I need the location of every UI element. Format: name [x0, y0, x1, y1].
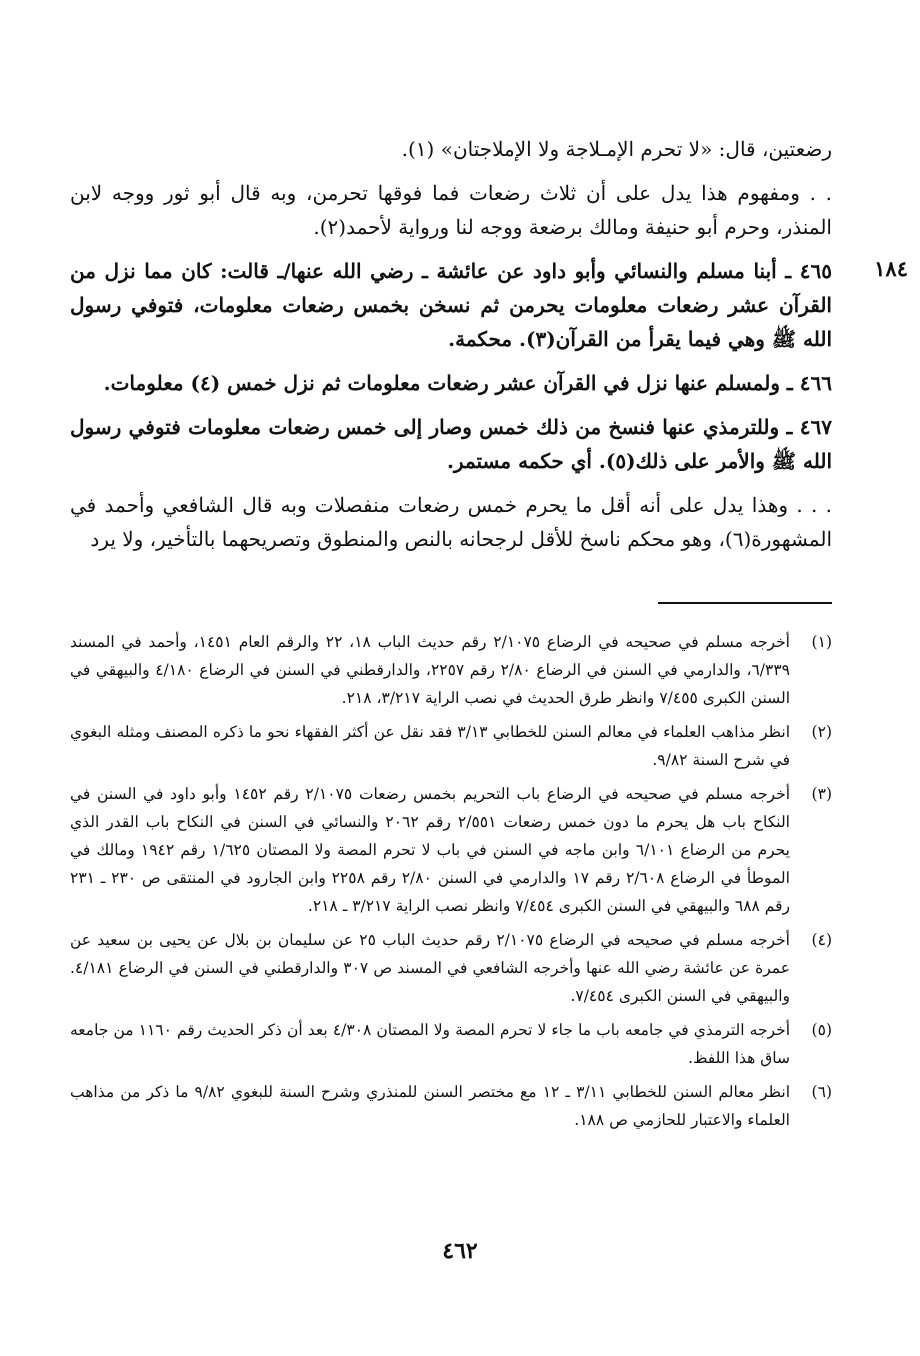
paragraph: . . . وهذا يدل على أنه أقل ما يحرم خمس رضعات منفصلات وبه قال الشافعي وأحمد في المشهورة(٦)، وهو محكم ناسخ للأقل لرجحانه بالنص والمنطوق وتصريحهما بالتأخير، ولا يرد [70, 493, 832, 551]
footnote-number: (٦) [811, 1083, 832, 1101]
footnotes [70, 628, 832, 1134]
footnote-number: (٥) [811, 1021, 832, 1039]
footnote-number: (٤) [811, 931, 832, 949]
hadith-466: ٤٦٦ ـ ولمسلم عنها نزل في القرآن عشر رضعات معلومات ثم نزل خمس (٤) معلومات. [103, 371, 832, 395]
footnote [70, 1016, 832, 1072]
main-text [70, 132, 832, 556]
paragraph: رضعتين، قال: «لا تحرم الإمـلاجة ولا الإملاجتان» (١). [401, 137, 832, 161]
footnote-number: (٢) [811, 723, 832, 741]
footnote-separator [658, 602, 832, 604]
footnote [70, 628, 832, 712]
footnote-text: أخرجه مسلم في صحيحه في الرضاع ٢/١٠٧٥ رقم حديث الباب ١٨، ٢٢ والرقم العام ١٤٥١، وأحمد في المسند ٦/٣٣٩، والدارمي في السنن في الرضاع ٢/٨٠ رقم ٢٢٥٧، والدارقطني في السنن في الرضاع ٤/١٨٠ والبيهقي في السنن الكبرى ٧/٤٥٥ وانظر طرق الحديث في نصب الراية ٣/٢١٧، ٢١٨. [70, 633, 790, 707]
footnote [70, 718, 832, 774]
margin-page-number: ١٨٤ [874, 256, 908, 281]
footnote-text: أخرجه مسلم في صحيحه في الرضاع ٢/١٠٧٥ رقم حديث الباب ٢٥ عن سليمان بن بلال عن يحيى بن سعيد عن عمرة عن عائشة رضي الله عنها وأخرجه الشافعي في المسند ص ٣٠٧ والدارقطني في السنن في الرضاع ٤/١٨١. والبيهقي في السنن الكبرى ٧/٤٥٤. [70, 931, 790, 1005]
footnote-text: أخرجه مسلم في صحيحه في الرضاع باب التحريم بخمس رضعات ٢/١٠٧٥ رقم ١٤٥٢ وأبو داود في السنن في النكاح باب هل يحرم ما دون خمس رضعات ٢/٥٥١ رقم ٢٠٦٢ والنسائي في السنن في النكاح باب القدر الذي يحرم من الرضاع ٦/١٠١ وابن ماجه في السنن في باب لا تحرم المصة ولا المصتان ١/٦٢٥ رقم ١٩٤٢ ومالك في الموطأ في الرضاع ٢/٦٠٨ رقم ١٧ والدارمي في السنن ٢/٨٠ رقم ٢٢٥٨ وابن الجارود في المنتقى ص ٢٣٠ ـ ٢٣١ رقم ٦٨٨ والبيهقي في السنن الكبرى ٧/٤٥٤ وانظر نصب الراية ٣/٢١٧ ـ ٢١٨. [70, 785, 790, 915]
footnote [70, 926, 832, 1010]
footnote-text: انظر معالم السنن للخطابي ٣/١١ ـ ١٢ مع مختصر السنن للمنذري وشرح السنة للبغوي ٩/٨٢ ما ذكر من مذاهب العلماء والاعتبار للحازمي ص ١٨٨. [70, 1083, 791, 1129]
footnote-text: أخرجه الترمذي في جامعه باب ما جاء لا تحرم المصة ولا المصتان ٤/٣٠٨ بعد أن ذكر الحديث رقم ١١٦٠ من جامعه ساق هذا اللفظ. [70, 1021, 790, 1067]
footnote-number: (٣) [811, 785, 832, 803]
page-number: ٤٦٢ [442, 1238, 478, 1264]
footnote [70, 780, 832, 920]
footnote-text: انظر مذاهب العلماء في معالم السنن للخطابي ٣/١٣ فقد نقل عن أكثر الفقهاء نحو ما ذكره المصنف ومثله البغوي في شرح السنة ٩/٨٢. [70, 723, 790, 769]
footnote [70, 1078, 832, 1134]
hadith-467: ٤٦٧ ـ وللترمذي عنها فنسخ من ذلك خمس وصار إلى خمس رضعات معلومات فتوفي رسول الله ﷺ والأمر على ذلك(٥). أي حكمه مستمر. [70, 415, 832, 473]
paragraph: . . ومفهوم هذا يدل على أن ثلاث رضعات فما فوقها تحرمن، وبه قال أبو ثور ووجه لابن المنذر، وحرم أبو حنيفة ومالك برضعة ووجه لنا ورواية لأحمد(٢). [70, 181, 832, 239]
footnote-number: (١) [811, 633, 832, 651]
hadith-465: ٤٦٥ ـ أبنا مسلم والنسائي وأبو داود عن عائشة ـ رضي الله عنها/ـ قالت: كان مما نزل من القرآن عشر رضعات معلومات يحرمن ثم نسخن بخمس رضعات معلومات، فتوفي رسول الله ﷺ وهي فيما يقرأ من القرآن(٣). محكمة. [70, 259, 832, 351]
